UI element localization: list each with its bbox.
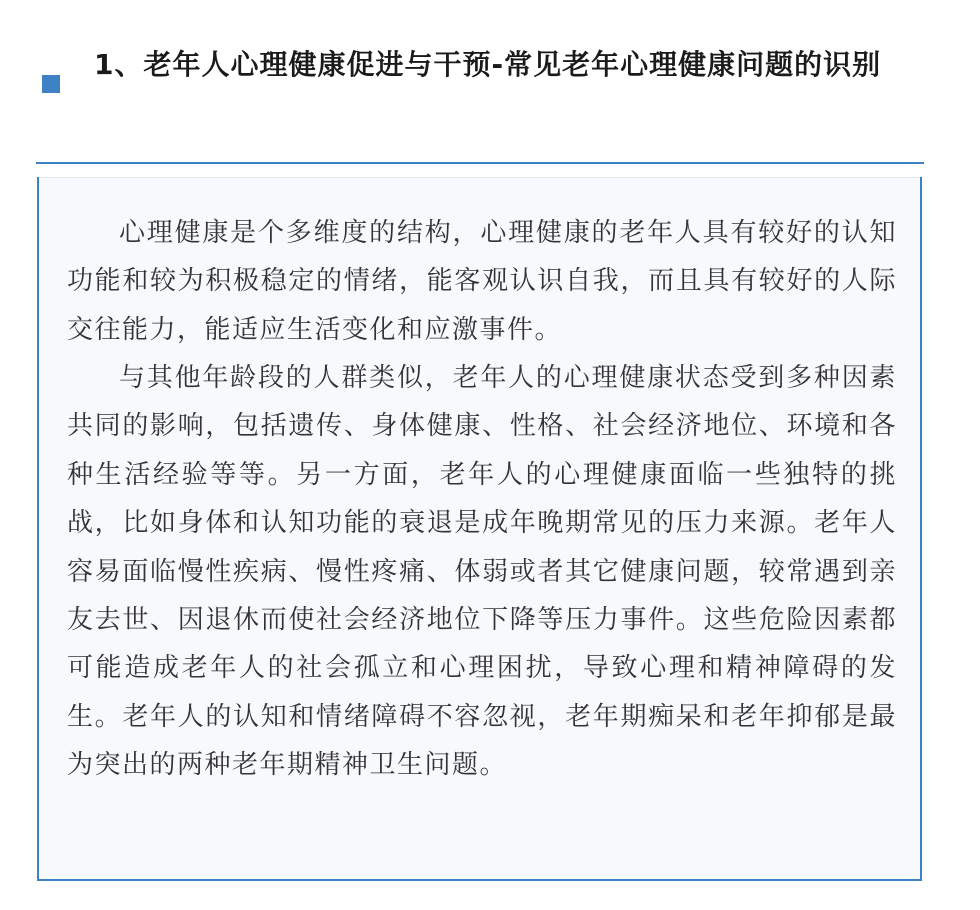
section-title: 1、老年人心理健康促进与干预-常见老年心理健康问题的识别: [94, 48, 882, 81]
square-bullet-icon: [42, 75, 60, 93]
paragraph-1: 心理健康是个多维度的结构，心理健康的老年人具有较好的认知功能和较为积极稳定的情绪，能客观认识自我，而且具有较好的人际交往能力，能适应生活变化和应激事件。: [67, 218, 897, 345]
paragraph-2: 与其他年龄段的人群类似，老年人的心理健康状态受到多种因素共同的影响，包括遗传、身体健康、性格、社会经济地位、环境和各种生活经验等等。另一方面，老年人的心理健康面临一些独特的挑战，比如身体和认知功能的衰退是成年晚期常见的压力来源。老年人容易面临慢性疾病、慢性疼痛、体弱或者其它健康问题，较常遇到亲友去世、因退休而使社会经济地位下降等压力事件。这些危险因素都可能造成老年人的社会孤立和心理困扰，导致心理和精神障碍的发生。老年人的认知和情绪障碍不容忽视，老年期痴呆和老年抑郁是最为突出的两种老年期精神卫生问题。: [67, 363, 897, 781]
section-header: [0, 0, 980, 150]
header-divider: [36, 162, 924, 164]
panel-top-line: [39, 177, 920, 178]
content-panel: [37, 177, 922, 881]
